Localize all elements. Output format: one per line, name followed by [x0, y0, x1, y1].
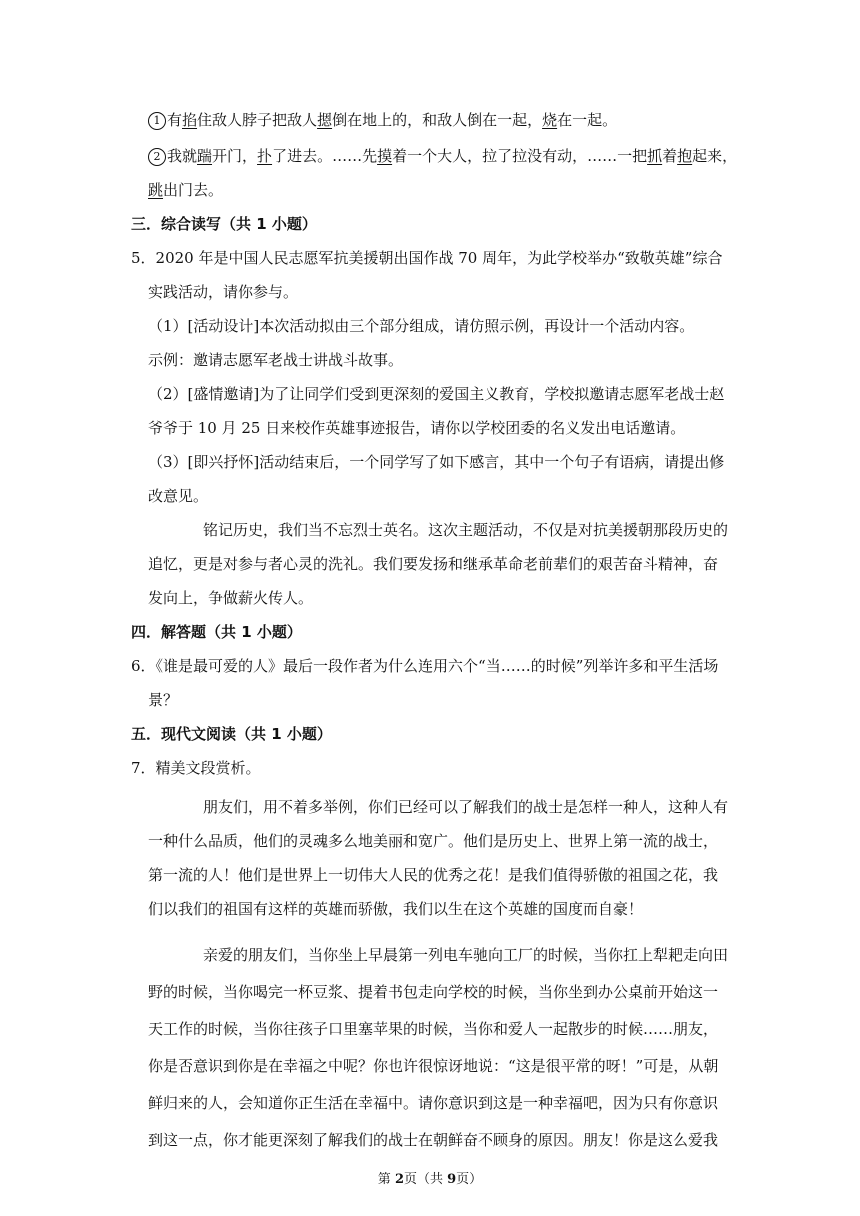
question-7: 7．精美文段赏析。 [131, 759, 261, 777]
underlined-verb: 摸 [377, 147, 393, 165]
section-heading-4: 四．解答题（共 1 小题） [131, 623, 302, 641]
passage-paragraph-1: 朋友们，用不着多举例，你们已经可以了解我们的战士是怎样一种人，这种人有 [203, 798, 729, 816]
section-heading-3: 三．综合读写（共 1 小题） [131, 215, 317, 233]
underlined-verb: 摁 [317, 111, 333, 129]
page-number: 2 [394, 1172, 404, 1187]
underlined-verb: 抓 [647, 147, 663, 165]
circled-number-1: 1 [148, 112, 166, 130]
passage-paragraph-2-line-2: 野的时候，当你喝完一杯豆浆、提着书包走向学校的时候，当你坐到办公桌前开始这一 [148, 983, 719, 1001]
question-6-cont: 景？ [148, 691, 179, 709]
underlined-verb: 跳 [148, 181, 164, 199]
passage-paragraph-2-line-6: 到这一点，你才能更深刻了解我们的战士在朝鲜奋不顾身的原因。朋友！你是这么爱我 [148, 1131, 719, 1149]
question-5-cont: 实践活动，请你参与。 [148, 283, 299, 301]
quote-paragraph-line-3: 发向上，争做薪火传人。 [148, 589, 314, 607]
passage-paragraph-2-line-3: 天工作的时候，当你往孩子口里塞苹果的时候，当你和爱人一起散步的时候……朋友， [148, 1020, 719, 1038]
underlined-verb: 扑 [257, 147, 273, 165]
page-total: 9 [447, 1172, 457, 1187]
question-6: 6．《谁是最可爱的人》最后一段作者为什么连用六个“当……的时候”列举许多和平生活场 [131, 657, 719, 675]
q4-example-2-line-1: 2 我就踹开门，扑了进去。……先摸着一个大人，拉了拉没有动，……一把抓着抱起来， [148, 146, 737, 166]
sub-question-3: （3）[即兴抒怀]活动结束后，一个同学写了如下感言，其中一个句子有语病，请提出修 [148, 453, 725, 471]
passage-paragraph-2-line-4: 你是否意识到你是在幸福之中呢？你也许很惊讶地说：“这是很平常的呀！”可是，从朝 [148, 1057, 719, 1075]
passage-paragraph-1-line-4: 们以我们的祖国有这样的英雄而骄傲，我们以生在这个英雄的国度而自豪！ [148, 900, 644, 918]
sub-question-1: （1）[活动设计]本次活动拟由三个部分组成，请仿照示例，再设计一个活动内容。 [148, 317, 695, 335]
underlined-verb: 踹 [197, 147, 213, 165]
passage-paragraph-2: 亲爱的朋友们，当你坐上早晨第一列电车驰向工厂的时候，当你扛上犁耙走向田 [203, 946, 729, 964]
quote-paragraph: 铭记历史，我们当不忘烈士英名。这次主题活动，不仅是对抗美援朝那段历史的 [203, 521, 729, 539]
passage-paragraph-1-line-2: 一种什么品质，他们的灵魂多么地美丽和宽广。他们是历史上、世界上第一流的战士， [148, 832, 719, 850]
q4-example-1: 1 有掐住敌人脖子把敌人摁倒在地上的，和敌人倒在一起，烧在一起。 [148, 110, 617, 130]
sub-question-3-cont: 改意见。 [148, 487, 209, 505]
question-5: 5．2020 年是中国人民志愿军抗美援朝出国作战 70 周年，为此学校举办“致敬英雄”综合 [131, 249, 723, 267]
sub-question-2-cont: 爷爷于 10 月 25 日来校作英雄事迹报告，请你以学校团委的名义发出电话邀请。 [148, 419, 686, 437]
quote-paragraph-line-2: 追忆，更是对参与者心灵的洗礼。我们要发扬和继承革命老前辈们的艰苦奋斗精神，奋 [148, 555, 719, 573]
example-text: 示例：邀请志愿军老战士讲战斗故事。 [148, 351, 404, 369]
underlined-verb: 烧 [542, 111, 558, 129]
underlined-verb: 抱 [677, 147, 693, 165]
page-footer: 第 2页（共 9页） [377, 1172, 483, 1187]
sub-question-2: （2）[盛情邀请]为了让同学们受到更深刻的爱国主义教育，学校拟邀请志愿军老战士赵 [148, 385, 725, 403]
passage-paragraph-2-line-5: 鲜归来的人，会知道你正生活在幸福中。请你意识到这是一种幸福吧，因为只有你意识 [148, 1094, 719, 1112]
q4-example-2-line-2: 跳出门去。 [148, 181, 224, 199]
circled-number-2: 2 [148, 148, 166, 166]
section-heading-5: 五．现代文阅读（共 1 小题） [131, 725, 332, 743]
passage-paragraph-1-line-3: 第一流的人！他们是世界上一切伟大人民的优秀之花！是我们值得骄傲的祖国之花，我 [148, 866, 719, 884]
underlined-verb: 掐 [182, 111, 198, 129]
